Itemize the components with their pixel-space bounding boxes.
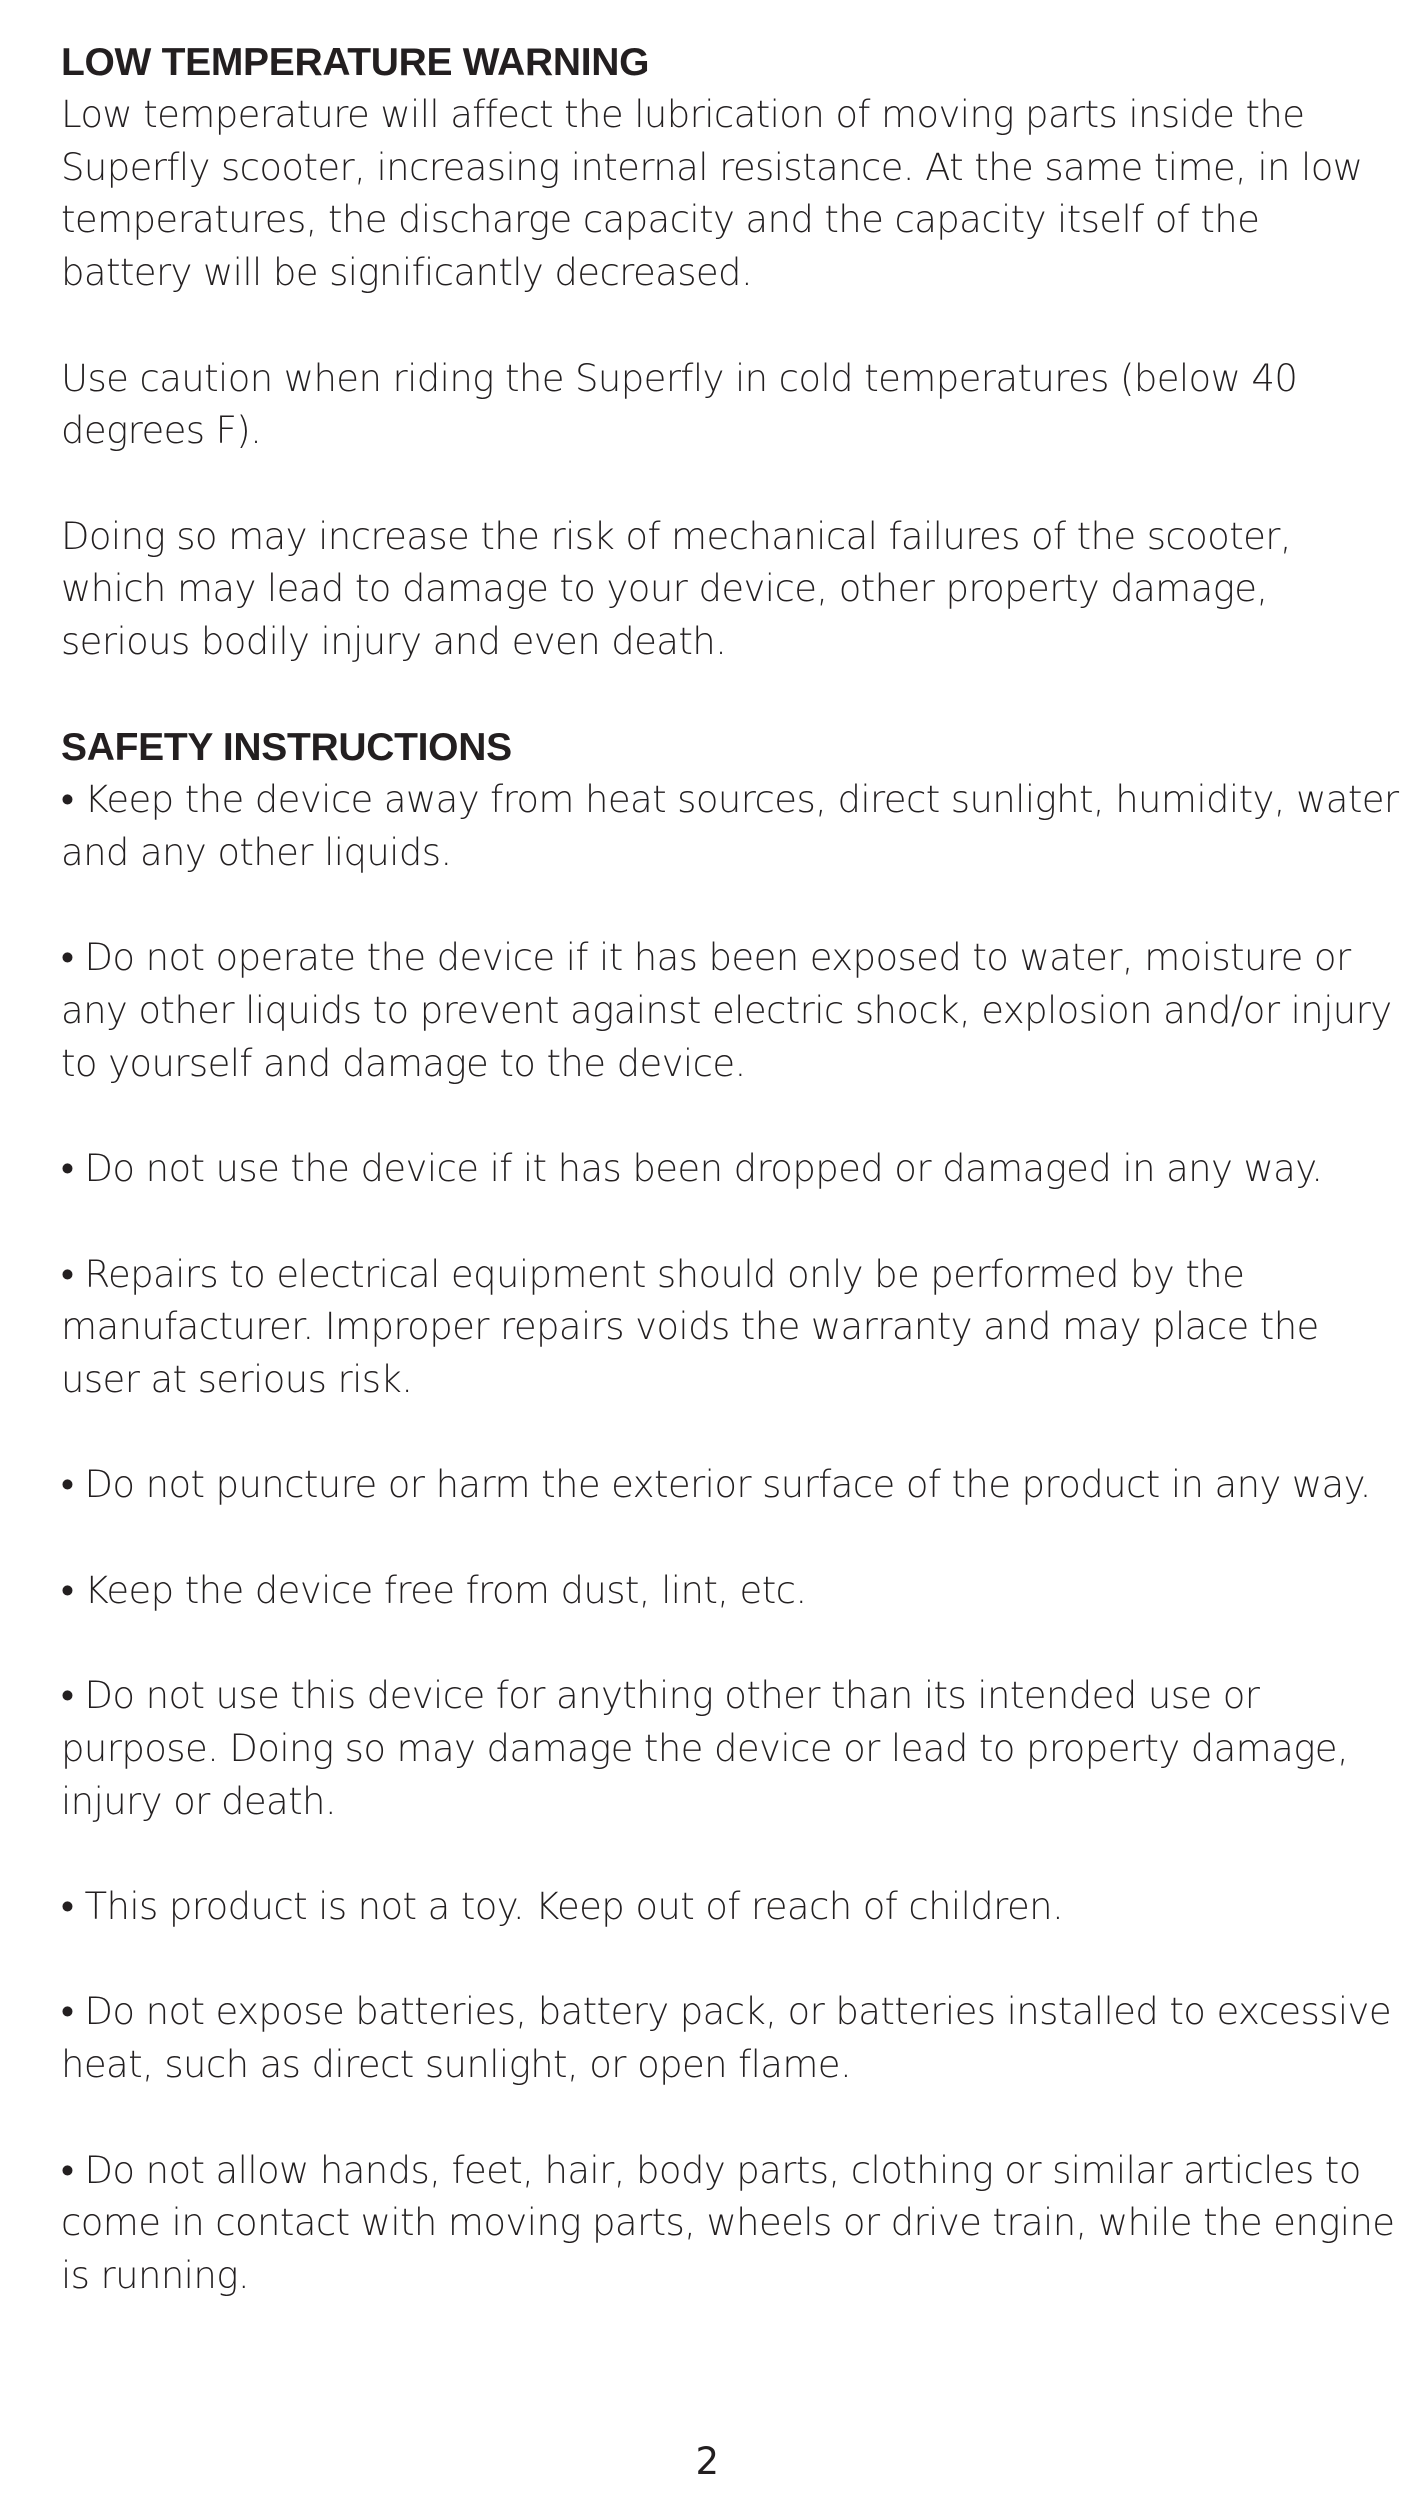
bullet-item: • Do not expose batteries, battery pack, or batteries installed to excessive heat, such as direct sunlight, or open flame. [61, 1990, 1392, 2087]
safety-instructions-section [61, 721, 1401, 2302]
bullet-item: • Do not use the device if it has been dropped or damaged in any way. [61, 1147, 1323, 1191]
paragraph: Low temperature will affect the lubrication of moving parts inside the Superfly scooter, increasing internal resistance. At the same time, in low temperatures, the discharge capacity and the capacity itself of the battery will be significantly decreased. [61, 93, 1363, 295]
bullet-item: • Keep the device free from dust, lint, etc. [61, 1568, 807, 1612]
page-number: 2 [695, 2440, 719, 2483]
bullet-item: • Do not use this device for anything other than its intended use or purpose. Doing so may damage the device or lead to property damage, injury or death. [61, 1674, 1349, 1823]
bullet-item: • Keep the device away from heat sources, direct sunlight, humidity, water and any other liquids. [61, 778, 1399, 875]
bullet-item: • This product is not a toy. Keep out of reach of children. [61, 1885, 1064, 1929]
low-temperature-warning-section [61, 36, 1401, 669]
bullet-item: • Do not allow hands, feet, hair, body parts, clothing or similar articles to come in contact with moving parts, wheels or drive train, while the engine is running. [61, 2148, 1395, 2297]
section-heading: SAFETY INSTRUCTIONS [61, 726, 512, 770]
section-heading: LOW TEMPERATURE WARNING [61, 41, 650, 84]
document-page [61, 36, 1401, 2355]
paragraph: Doing so may increase the risk of mechanical failures of the scooter, which may lead to damage to your device, other property damage, serious bodily injury and even death. [61, 514, 1292, 663]
paragraph: Use caution when riding the Superfly in cold temperatures (below 40 degrees F). [61, 356, 1298, 453]
bullet-item: • Do not operate the device if it has been exposed to water, moisture or any other liquids to prevent against electric shock, explosion and/or injury to yourself and damage to the device. [61, 936, 1392, 1085]
bullet-item: • Repairs to electrical equipment should only be performed by the manufacturer. Improper repairs voids the warranty and may place the user at serious risk. [61, 1252, 1319, 1402]
bullet-item: • Do not puncture or harm the exterior surface of the product in any way. [61, 1463, 1371, 1507]
